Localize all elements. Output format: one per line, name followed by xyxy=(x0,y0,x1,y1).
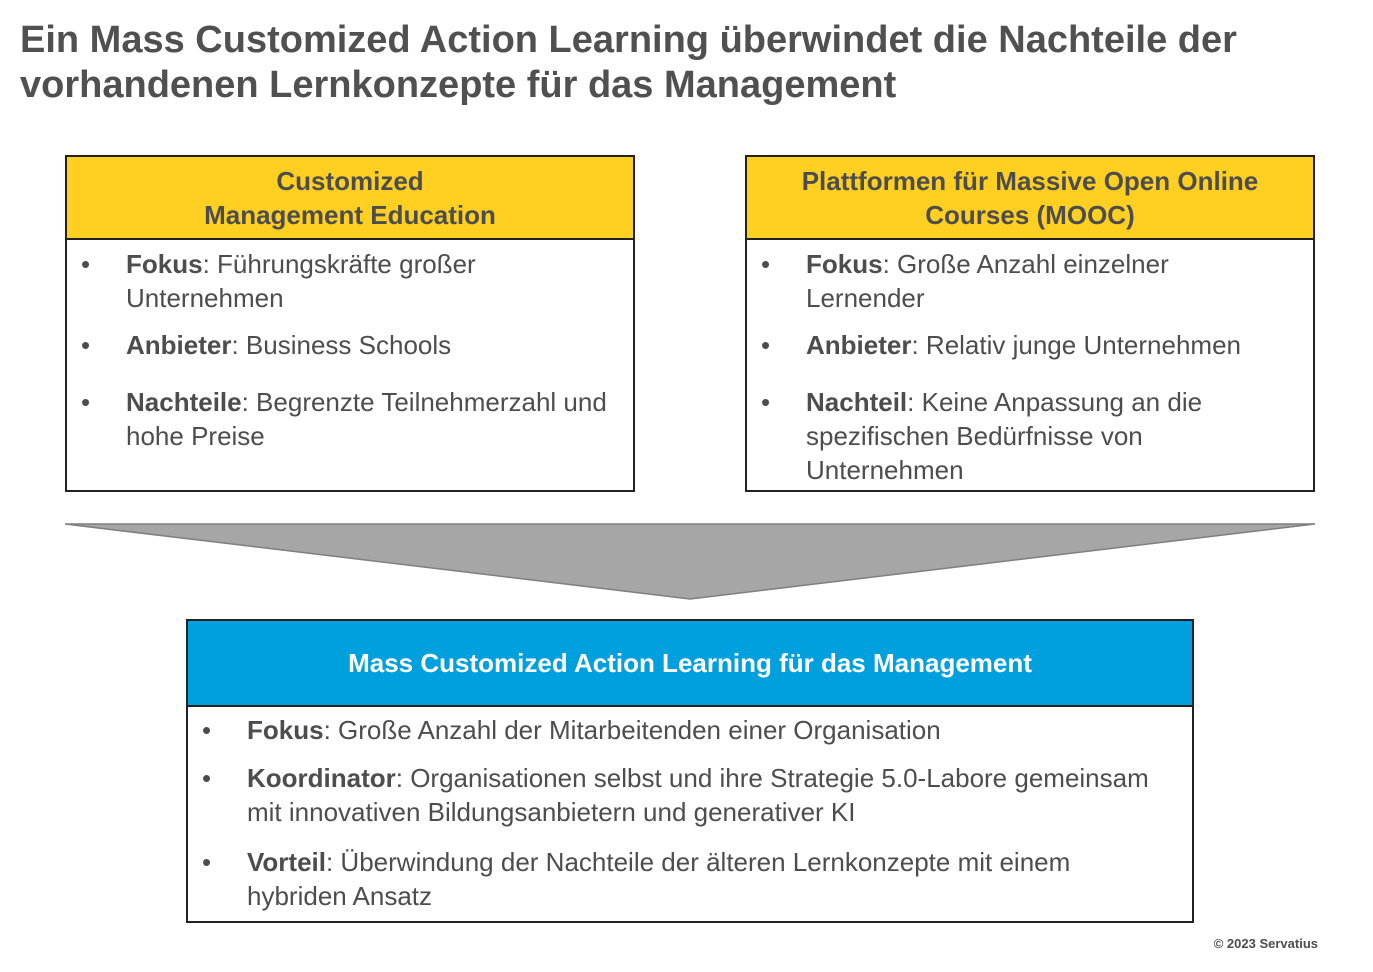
item-term: Nachteil xyxy=(806,387,908,417)
item-text: : Begrenzte Teilnehmerzahl und hohe Preise xyxy=(126,387,607,451)
item-text: : Führungskräfte großer Unternehmen xyxy=(126,249,476,313)
item-text: : Relativ junge Unternehmen xyxy=(911,330,1241,360)
list-item-nachteil xyxy=(747,385,1313,487)
list-item-fokus xyxy=(747,247,1313,315)
item-text: : Überwindung der Nachteile der älteren Lernkonzepte mit einem hybriden Ansatz xyxy=(247,847,1071,911)
header-line-2: Management Education xyxy=(204,199,496,230)
item-text: : Große Anzahl einzelner Lernender xyxy=(806,249,1169,313)
customized-management-education-header xyxy=(67,157,633,240)
list-item-fokus xyxy=(67,247,633,315)
bullet-dot: • xyxy=(761,249,771,279)
slide-title-line-1: Ein Mass Customized Action Learning überwindet die Nachteile der xyxy=(20,19,1237,61)
item-term: Anbieter xyxy=(126,330,232,360)
slide-title xyxy=(20,18,1350,108)
list-item-nachteile xyxy=(67,385,633,453)
item-text: : Große Anzahl der Mitarbeitenden einer Organisation xyxy=(323,715,941,745)
bullet-dot: • xyxy=(81,387,91,417)
header-text: Mass Customized Action Learning für das Management xyxy=(348,648,1032,678)
item-term: Nachteile xyxy=(126,387,242,417)
mass-customized-action-learning-box xyxy=(186,619,1194,923)
bullet-dot: • xyxy=(81,249,91,279)
converging-arrow-shape xyxy=(65,524,1315,599)
copyright-notice: © 2023 Servatius xyxy=(1213,936,1318,951)
item-term: Fokus xyxy=(247,715,324,745)
customized-management-education-list xyxy=(67,240,633,453)
bullet-dot: • xyxy=(761,387,771,417)
bullet-dot: • xyxy=(202,763,212,793)
header-line-1: Plattformen für Massive Open Online xyxy=(801,165,1259,196)
bullet-dot: • xyxy=(202,847,212,877)
customized-management-education-box xyxy=(65,155,635,492)
mass-customized-action-learning-header xyxy=(188,621,1192,707)
header-line-2: Courses (MOOC) xyxy=(925,199,1135,230)
converging-arrow xyxy=(65,522,1315,602)
list-item-anbieter xyxy=(747,328,1313,362)
item-text: : Business Schools xyxy=(231,330,452,360)
list-item-anbieter xyxy=(67,328,633,362)
item-text: : Organisationen selbst und ihre Strategie 5.0-Labore gemeinsam mit innovativen Bildungsanbietern und generativer KI xyxy=(247,763,1149,827)
item-term: Koordinator xyxy=(247,763,396,793)
bullet-dot: • xyxy=(202,715,212,745)
slide-title-line-2: vorhandenen Lernkonzepte für das Management xyxy=(20,64,897,106)
list-item-fokus xyxy=(188,713,1192,747)
mass-customized-action-learning-list xyxy=(188,707,1192,913)
bullet-dot: • xyxy=(761,330,771,360)
item-term: Vorteil xyxy=(247,847,326,877)
mooc-platforms-box xyxy=(745,155,1315,492)
header-line-1: Customized xyxy=(276,165,424,196)
mooc-platforms-header xyxy=(747,157,1313,240)
mooc-platforms-list xyxy=(747,240,1313,487)
list-item-vorteil xyxy=(188,845,1192,913)
bullet-dot: • xyxy=(81,330,91,360)
item-term: Fokus xyxy=(806,249,883,279)
item-term: Anbieter xyxy=(806,330,912,360)
item-term: Fokus xyxy=(126,249,203,279)
item-text: : Keine Anpassung an die spezifischen Bedürfnisse von Unternehmen xyxy=(806,387,1203,485)
list-item-koordinator xyxy=(188,761,1192,829)
